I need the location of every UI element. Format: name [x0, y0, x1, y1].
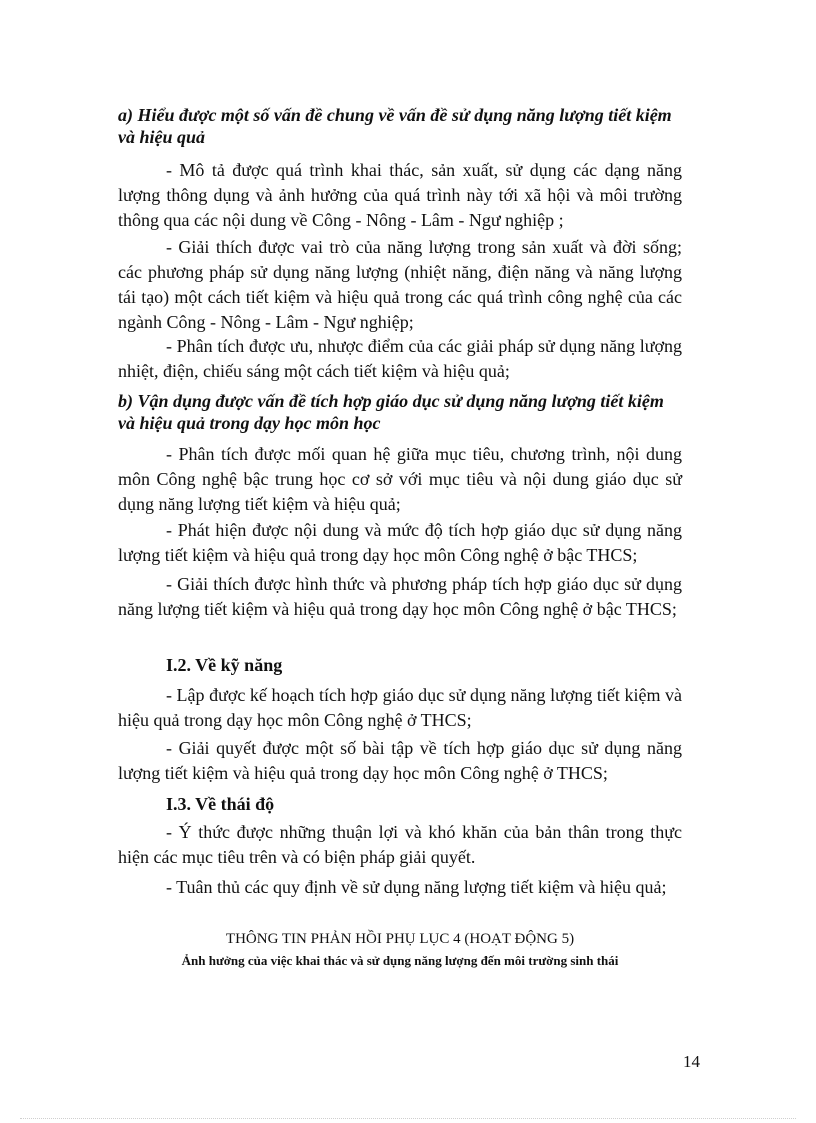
attitude-item-1: - Ý thức được những thuận lợi và khó khăn của bản thân trong thực hiện các mục tiêu trên và có biện pháp giải quyết.	[118, 822, 682, 867]
page-number: 14	[683, 1052, 700, 1071]
section-a-item-1: - Mô tả được quá trình khai thác, sản xuất, sử dụng các dạng năng lượng thông dụng và ảnh hưởng của quá trình này tới xã hội và môi trường thông qua các nội dung về Công - Nông - Lâm - Ngư nghiệp ;	[118, 160, 682, 230]
page-bottom-divider	[20, 1118, 796, 1119]
attitude-heading: I.3. Về thái độ	[166, 794, 275, 814]
section-b-item-2: - Phát hiện được nội dung và mức độ tích hợp giáo dục sử dụng năng lượng tiết kiệm và hiệu quả trong dạy học môn Công nghệ ở bậc THCS;	[118, 520, 682, 565]
section-a-item-3: - Phân tích được ưu, nhược điểm của các giải pháp sử dụng năng lượng nhiệt, điện, chiếu sáng một cách tiết kiệm và hiệu quả;	[118, 336, 682, 381]
section-a-heading: a) Hiểu được một số vấn đề chung về vấn đề sử dụng năng lượng tiết kiệm và hiệu quả	[118, 105, 672, 147]
section-b-item-1: - Phân tích được mối quan hệ giữa mục tiêu, chương trình, nội dung môn Công nghệ bậc trung học cơ sở với mục tiêu và nội dung giáo dục sử dụng năng lượng tiết kiệm và hiệu quả;	[118, 444, 682, 514]
feedback-title: THÔNG TIN PHẢN HỒI PHỤ LỤC 4 (HOẠT ĐỘNG 5)	[225, 931, 575, 947]
attitude-item-2: - Tuân thủ các quy định về sử dụng năng lượng tiết kiệm và hiệu quả;	[166, 877, 667, 897]
section-b-item-3: - Giải thích được hình thức và phương pháp tích hợp giáo dục sử dụng năng lượng tiết kiệm và hiệu quả trong dạy học môn Công nghệ ở bậc THCS;	[118, 574, 682, 619]
skills-heading: I.2. Về kỹ năng	[166, 655, 283, 675]
section-b-heading: b) Vận dụng được vấn đề tích hợp giáo dục sử dụng năng lượng tiết kiệm và hiệu quả trong dạy học môn học	[118, 391, 664, 433]
skills-item-1: - Lập được kế hoạch tích hợp giáo dục sử dụng năng lượng tiết kiệm và hiệu quả trong dạy học môn Công nghệ ở THCS;	[118, 685, 682, 730]
skills-item-2: - Giải quyết được một số bài tập về tích hợp giáo dục sử dụng năng lượng tiết kiệm và hiệu quả trong dạy học môn Công nghệ ở THCS;	[118, 738, 682, 783]
section-a-item-2: - Giải thích được vai trò của năng lượng trong sản xuất và đời sống; các phương pháp sử dụng năng lượng (nhiệt năng, điện năng và năng lượng tái tạo) một cách tiết kiệm và hiệu quả trong các quá trình công nghệ của các ngành Công - Nông - Lâm - Ngư nghiệp;	[118, 237, 682, 332]
feedback-subtitle: Ảnh hưởng của việc khai thác và sử dụng năng lượng đến môi trường sinh thái	[181, 953, 619, 968]
